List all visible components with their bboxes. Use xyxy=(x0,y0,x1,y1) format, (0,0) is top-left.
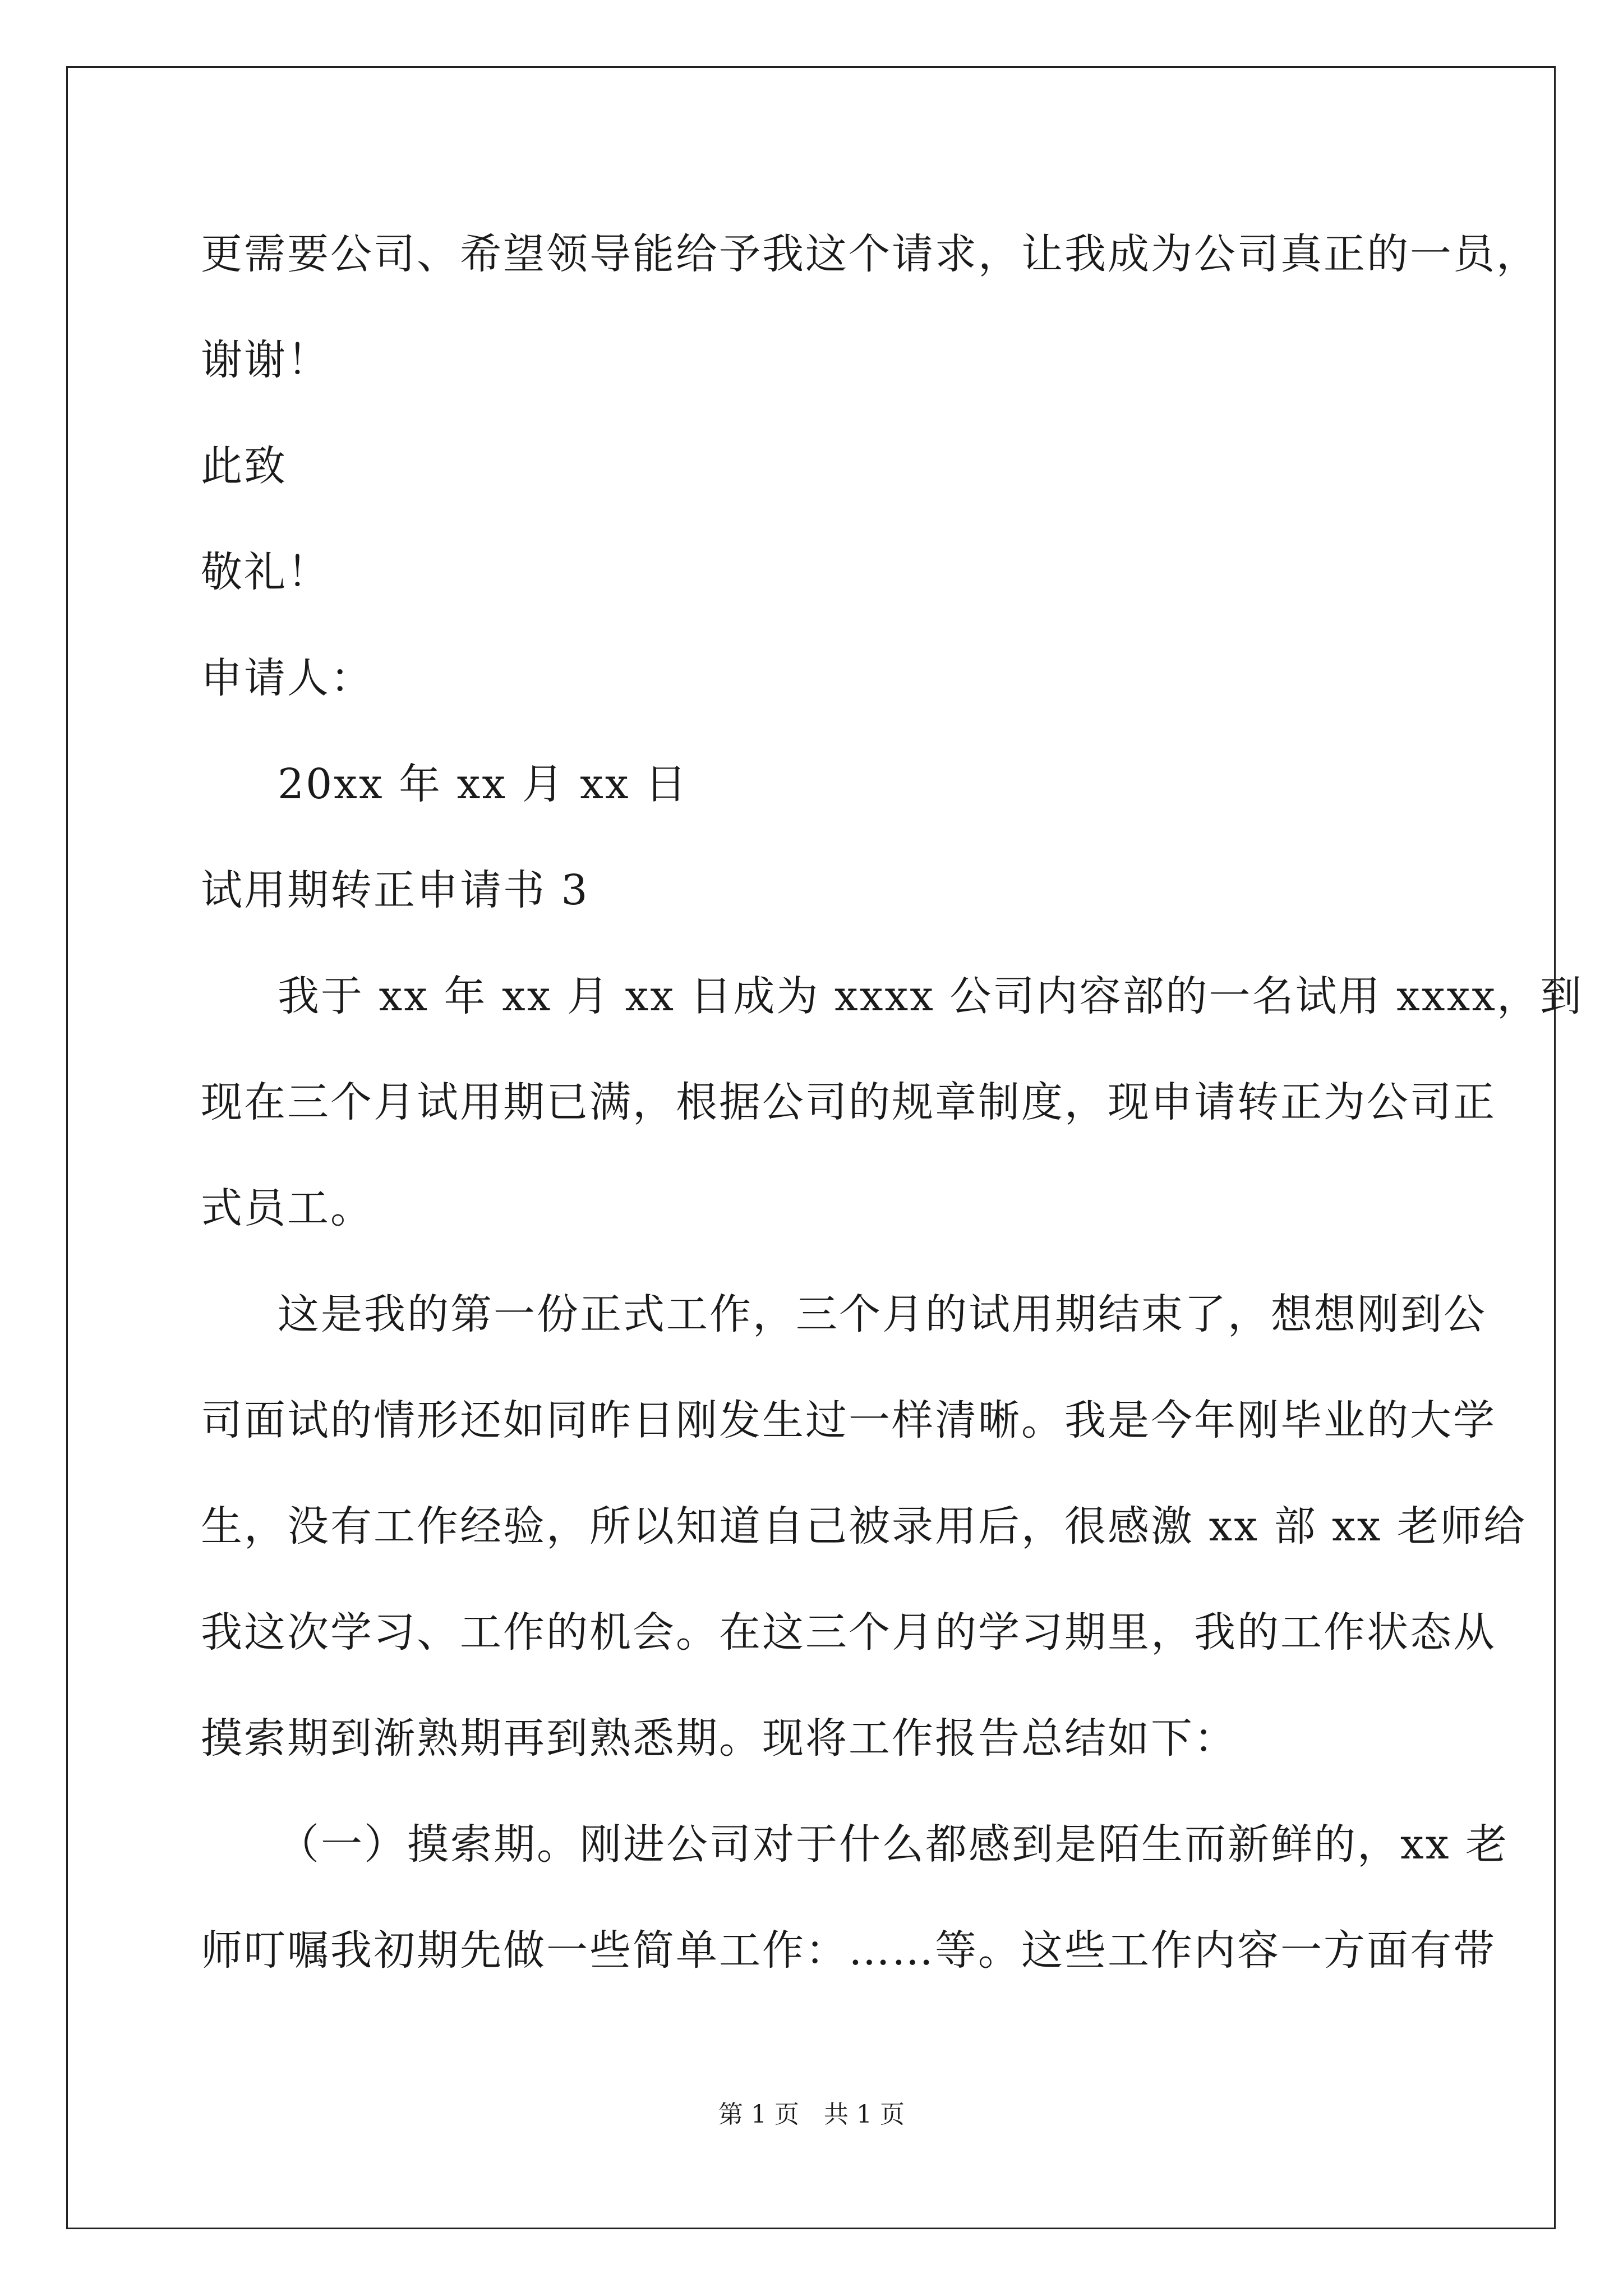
text-line: 我这次学习、工作的机会。在这三个月的学习期里，我的工作状态从 xyxy=(201,1608,1496,1657)
text-line: 谢谢！ xyxy=(201,336,330,384)
page-border xyxy=(66,66,1556,2229)
text-line: 师叮嘱我初期先做一些简单工作：……等。这些工作内容一方面有带 xyxy=(201,1926,1496,1975)
text-line: 摸索期到渐熟期再到熟悉期。现将工作报告总结如下： xyxy=(201,1714,1237,1763)
text-line: 更需要公司、希望领导能给予我这个请求，让我成为公司真正的一员， xyxy=(201,230,1539,278)
text-line: 现在三个月试用期已满，根据公司的规章制度，现申请转正为公司正 xyxy=(201,1078,1496,1126)
text-line: 司面试的情形还如同昨日刚发生过一样清晰。我是今年刚毕业的大学 xyxy=(201,1396,1496,1444)
text-line: 我于 xx 年 xx 月 xx 日成为 xxxx 公司内容部的一名试用 xxxx，到 xyxy=(278,972,1583,1020)
text-line: 这是我的第一份正式工作，三个月的试用期结束了，想想刚到公 xyxy=(278,1290,1487,1338)
date-line: 20xx 年 xx 月 xx 日 xyxy=(278,760,689,808)
text-line: （一）摸索期。刚进公司对于什么都感到是陌生而新鲜的，xx 老 xyxy=(278,1820,1509,1869)
section-heading: 试用期转正申请书 3 xyxy=(201,866,589,914)
page-footer: 第 1 页 共 1 页 xyxy=(718,2100,905,2129)
text-line: 敬礼！ xyxy=(201,548,330,596)
text-line: 式员工。 xyxy=(201,1184,374,1232)
text-line: 生，没有工作经验，所以知道自己被录用后，很感激 xx 部 xx 老师给 xyxy=(201,1502,1527,1550)
text-line: 此致 xyxy=(201,442,287,490)
text-line: 申请人： xyxy=(201,654,374,702)
